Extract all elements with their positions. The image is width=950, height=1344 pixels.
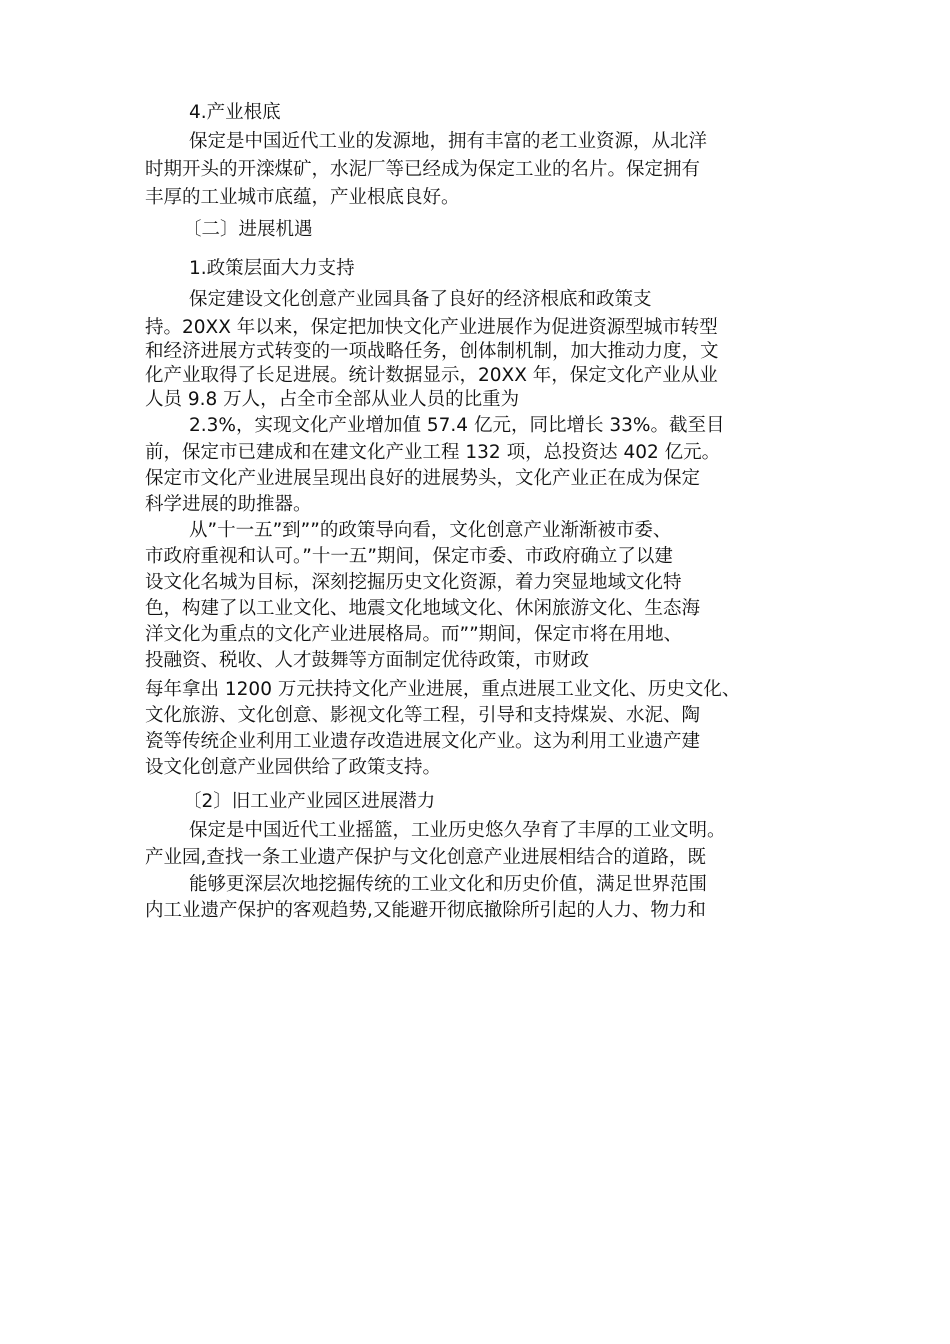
- paragraph-line: 设文化名城为目标，深刻挖掘历史文化资源，着力突显地域文化特: [145, 572, 682, 593]
- heading-old-industrial-park: 〔2〕旧工业产业园区进展潜力: [183, 791, 436, 812]
- heading-industry-foundation: 4.产业根底: [189, 102, 281, 123]
- paragraph-line: 洋文化为重点的文化产业进展格局。而””期间，保定市将在用地、: [145, 624, 683, 645]
- paragraph-line: 从”十一五”到””的政策导向看，文化创意产业渐渐被市委、: [189, 520, 672, 541]
- paragraph-line: 2.3%，实现文化产业增加值 57.4 亿元，同比增长 33%。截至目: [189, 415, 725, 436]
- paragraph-line: 持。20XX 年以来，保定把加快文化产业进展作为促进资源型城市转型: [145, 317, 718, 338]
- paragraph-line: 前，保定市已建成和在建文化产业工程 132 项，总投资达 402 亿元。: [145, 442, 721, 463]
- paragraph-line: 设文化创意产业园供给了政策支持。: [145, 757, 442, 778]
- paragraph-line: 保定是中国近代工业摇篮，工业历史悠久孕育了丰厚的工业文明。: [189, 820, 726, 841]
- paragraph-line: 投融资、税收、人才鼓舞等方面制定优待政策，市财政: [145, 650, 590, 671]
- paragraph-line: 瓷等传统企业利用工业遗存改造进展文化产业。这为利用工业遗产建: [145, 731, 701, 752]
- paragraph-line: 保定是中国近代工业的发源地，拥有丰富的老工业资源，从北洋: [189, 131, 708, 152]
- paragraph-line: 色，构建了以工业文化、地震文化地域文化、休闲旅游文化、生态海: [145, 598, 701, 619]
- paragraph-line: 和经济进展方式转变的一项战略任务，创体制机制，加大推动力度，文: [145, 341, 719, 362]
- paragraph-line: 保定建设文化创意产业园具备了良好的经济根底和政策支: [189, 289, 652, 310]
- paragraph-line: 内工业遗产保护的客观趋势,又能避开彻底撤除所引起的人力、物力和: [145, 900, 706, 921]
- paragraph-line: 文化旅游、文化创意、影视文化等工程，引导和支持煤炭、水泥、陶: [145, 705, 701, 726]
- paragraph-line: 人员 9.8 万人，占全市全部从业人员的比重为: [145, 389, 520, 410]
- paragraph-line: 保定市文化产业进展呈现出良好的进展势头，文化产业正在成为保定: [145, 468, 701, 489]
- paragraph-line: 化产业取得了长足进展。统计数据显示，20XX 年，保定文化产业从业: [145, 365, 718, 386]
- heading-policy-support: 1.政策层面大力支持: [189, 258, 355, 279]
- paragraph-line: 市政府重视和认可。”十一五”期间，保定市委、市政府确立了以建: [145, 546, 673, 567]
- paragraph-line: 时期开头的开滦煤矿，水泥厂等已经成为保定工业的名片。保定拥有: [145, 159, 701, 180]
- paragraph-line: 能够更深层次地挖掘传统的工业文化和历史价值，满足世界范围: [189, 874, 708, 895]
- paragraph-line: 丰厚的工业城市底蕴，产业根底良好。: [145, 187, 460, 208]
- paragraph-line: 每年拿出 1200 万元扶持文化产业进展，重点进展工业文化、历史文化、: [145, 679, 741, 700]
- heading-development-opportunity: 〔二〕进展机遇: [183, 219, 313, 240]
- paragraph-line: 产业园,查找一条工业遗产保护与文化创意产业进展相结合的道路，既: [145, 847, 706, 868]
- paragraph-line: 科学进展的助推器。: [145, 494, 312, 515]
